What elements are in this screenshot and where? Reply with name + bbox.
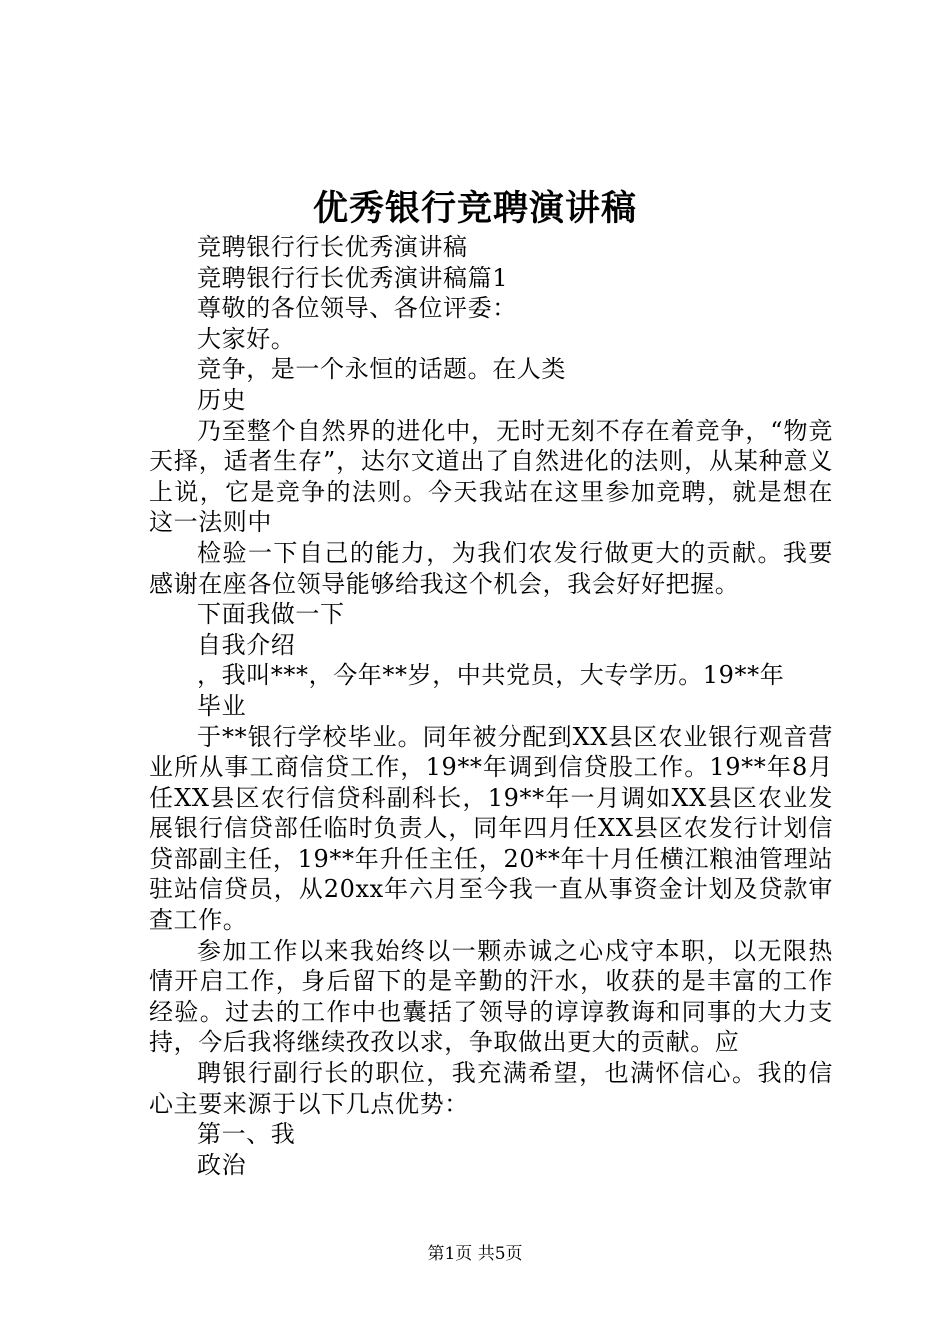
paragraph: 历史	[197, 385, 247, 414]
paragraph: 毕业	[197, 691, 247, 720]
paragraph: 竞争，是一个永恒的话题。在人类	[197, 355, 566, 384]
paragraph: 自我介绍	[197, 630, 296, 659]
paragraph: 参加工作以来我始终以一颗赤诚之心戍守本职，以无限热情开启工作，身后留下的是辛勤的汗水，收获的是丰富的工作经验。过去的工作中也囊括了领导的谆谆教诲和同事的大力支持，今后我将继续孜孜以求，争取做出更大的贡献。应	[149, 936, 833, 1057]
paragraph: 政治	[197, 1150, 247, 1179]
paragraph: 聘银行副行长的职位，我充满希望，也满怀信心。我的信心主要来源于以下几点优势：	[149, 1059, 833, 1118]
paragraph: ，我叫***，今年**岁，中共党员，大专学历。19**年	[197, 661, 785, 690]
paragraph: 下面我做一下	[197, 600, 345, 629]
paragraph: 竞聘银行行长优秀演讲稿	[197, 233, 468, 261]
paragraph: 大家好。	[197, 324, 296, 353]
paragraph: 检验一下自己的能力，为我们农发行做更大的贡献。我要感谢在座各位领导能够给我这个机会，我会好好把握。	[149, 538, 833, 598]
paragraph: 于**银行学校毕业。同年被分配到XX县区农业银行观音营业所从事工商信贷工作，19**年调到信贷股工作。19**年8月任XX县区农行信贷科副科长，19**年一月调如XX县区农业发展银行信贷部任临时负责人，同年四月任XX县区农发行计划信贷部副主任，19**年升任主任，20**年十月任横江粮油管理站驻站信贷员，从20xx年六月至今我一直从事资金计划及贷款审查工作。	[149, 722, 833, 935]
document-title: 优秀银行竞聘演讲稿	[312, 188, 637, 229]
document-body	[149, 232, 833, 1180]
page-footer: 第1页 共5页	[427, 1244, 523, 1264]
paragraph: 第一、我	[197, 1120, 296, 1149]
paragraph: 尊敬的各位领导、各位评委：	[197, 294, 517, 323]
paragraph: 竞聘银行行长优秀演讲稿篇1	[197, 263, 509, 292]
paragraph: 乃至整个自然界的进化中，无时无刻不存在着竞争，“物竞天择，适者生存”，达尔文道出了自然进化的法则，从某种意义上说，它是竞争的法则。今天我站在这里参加竞聘，就是想在这一法则中	[149, 416, 833, 537]
